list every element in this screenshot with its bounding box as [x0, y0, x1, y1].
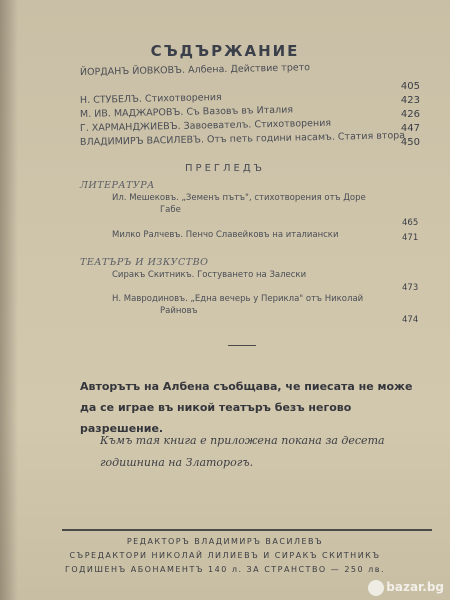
- contents-item: [79, 130, 420, 150]
- review-entry-page: 471: [402, 233, 419, 243]
- review-entry-page: 473: [402, 283, 419, 293]
- footer-rule: [62, 529, 432, 531]
- contents-item-text: Н. СТУБЕЛЪ. Стихотворения: [79, 92, 222, 106]
- contents-title: СЪДЪРЖАНИЕ: [150, 42, 300, 60]
- review-entry-page: 465: [402, 218, 419, 228]
- contents-item-text: ЙОРДАНЪ ЙОВКОВЪ. Албена. Действие трето: [79, 62, 311, 78]
- contents-item-text: М. ИВ. МАДЖАРОВЪ. Съ Вазовъ въ Италия: [79, 104, 294, 120]
- contents-item-page: 423: [400, 95, 420, 106]
- review-entry: Сиракъ Скитникъ. Гостуването на Залески: [112, 270, 307, 280]
- section-heading-theatre: ТЕАТЪРЪ И ИЗКУСТВО: [80, 257, 209, 268]
- contents-item-page: 426: [400, 109, 420, 120]
- footer-subscription: ГОДИШЕНЪ АБОНАМЕНТЪ 140 л. ЗА СТРАНСТВО — 250 лв.: [64, 565, 385, 574]
- footer-editor: РЕДАКТОРЪ ВЛАДИМИРЪ ВАСИЛЕВЪ: [126, 537, 324, 546]
- watermark-logo-icon: [368, 580, 384, 596]
- invitation-note: Къмъ тая книга е приложена покана за десета годишнина на Златорогъ.: [100, 434, 385, 469]
- contents-item-page: 450: [400, 137, 420, 148]
- review-entry: Ил. Мешековъ. „Земенъ пътъ", стихотворения отъ Доре: [112, 193, 366, 203]
- contents-item-page: 447: [400, 123, 420, 134]
- contents-item: [79, 62, 420, 80]
- short-divider: [228, 345, 256, 346]
- review-entry-continued: Габе: [160, 205, 181, 215]
- footer-co-editors: СЪРЕДАКТОРИ НИКОЛАЙ ЛИЛИЕВЪ И СИРАКЪ СКИТНИКЪ: [69, 551, 381, 560]
- review-entry: Милко Ралчевъ. Пенчо Славейковъ на италиански: [112, 230, 339, 240]
- contents-item-text: Г. ХАРМАНДЖИЕВЪ. Завоевателъ. Стихотворения: [79, 117, 332, 134]
- watermark: bazar.bg: [386, 580, 444, 594]
- review-entry-page: 474: [402, 315, 419, 325]
- review-entry-continued: Райновъ: [160, 306, 198, 316]
- contents-item-text: ВЛАДИМИРЪ ВАСИЛЕВЪ. Отъ петь години насамъ. Статия втора: [79, 130, 406, 148]
- contents-item-page: 405: [400, 81, 420, 92]
- section-heading-literature: ЛИТЕРАТУРА: [80, 180, 155, 191]
- contents-item: [80, 81, 420, 94]
- author-notice: Авторътъ на Албена съобщава, че пиесата не може да се играе въ никой театъръ безъ негово разрешение.: [80, 380, 413, 435]
- review-title: ПРЕГЛЕДЪ: [185, 163, 265, 174]
- review-entry: Н. Мавродиновъ. „Една вечерь у Перикла" отъ Николай: [112, 294, 364, 304]
